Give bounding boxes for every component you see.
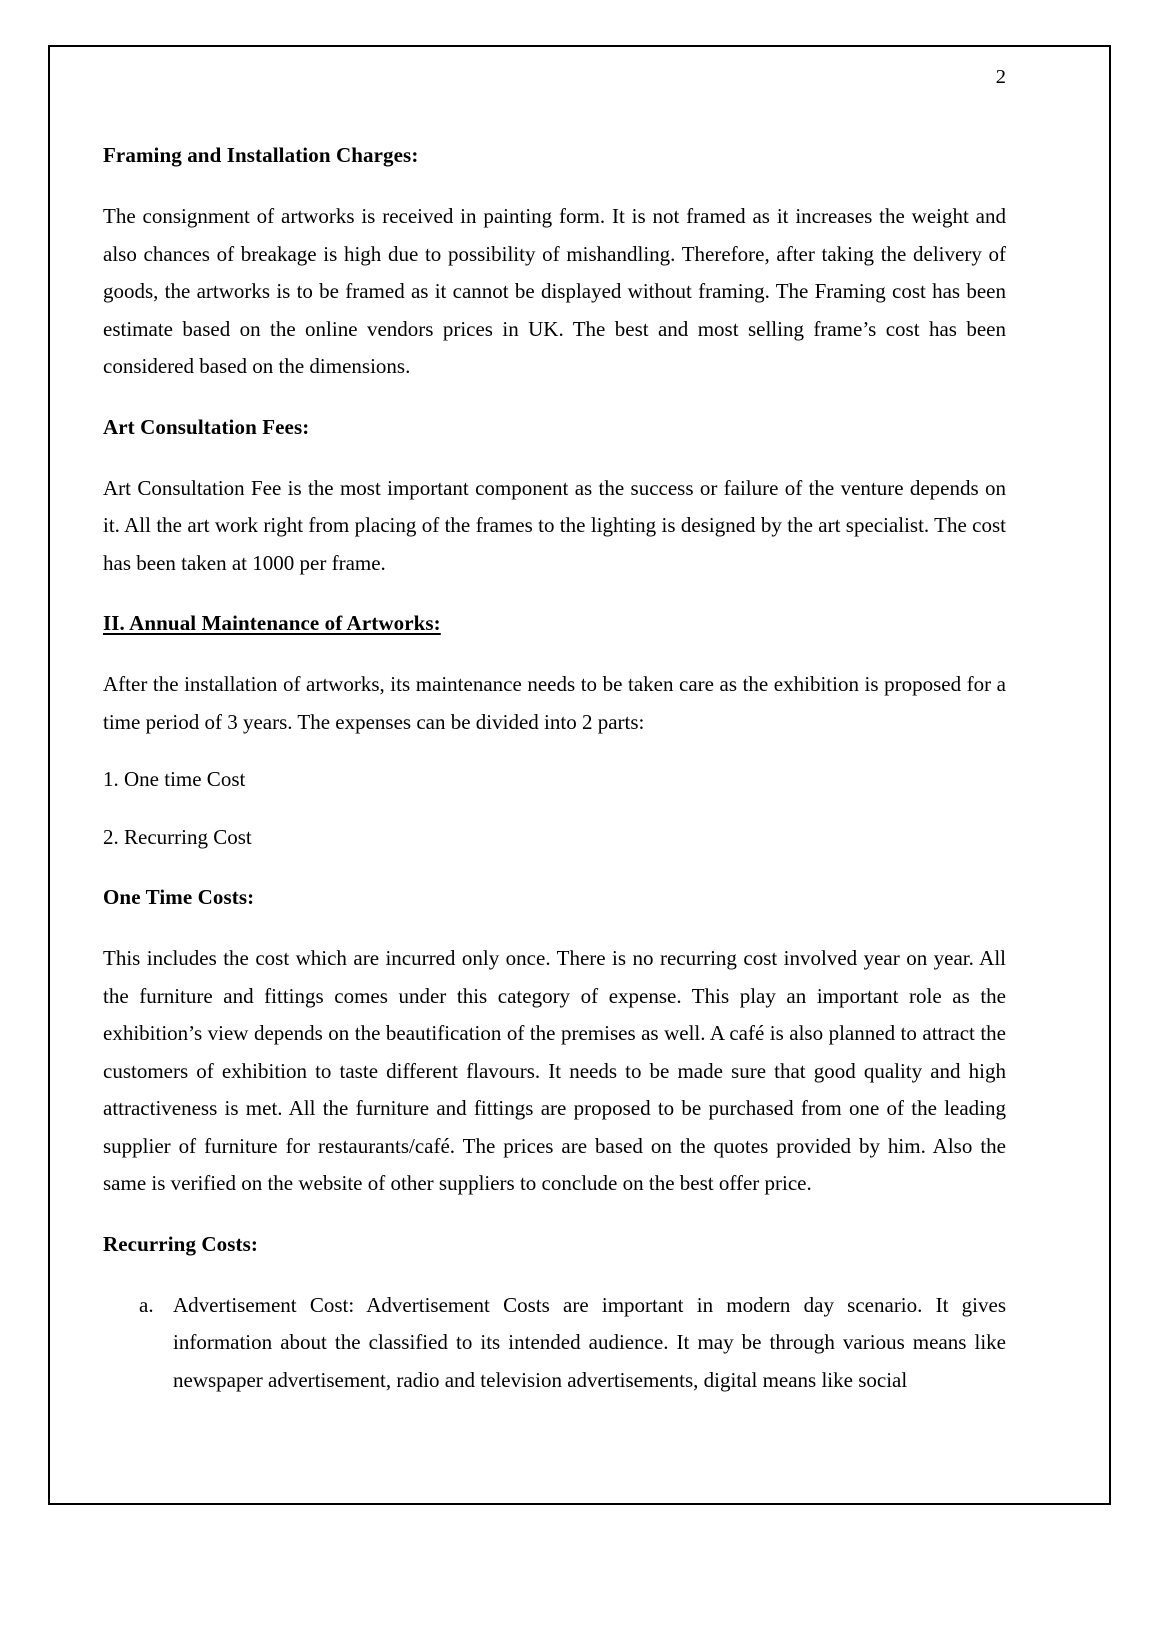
spacer xyxy=(103,908,1006,940)
heading-recurring-costs: Recurring Costs: xyxy=(103,1231,258,1256)
spacer xyxy=(103,1203,1006,1234)
spacer xyxy=(103,166,1006,198)
list-item-text: Advertisement Cost: Advertisement Costs are important in modern day scenario. It gives information about the classified to its intended audience. It may be through various means like newspaper advertisement, radio and television advertisements, digital means like social xyxy=(173,1292,1006,1392)
heading-one-time-costs: One Time Costs: xyxy=(103,885,255,909)
document-body xyxy=(103,145,1006,1399)
heading-annual-maintenance-of-artworks: II. Annual Maintenance of Artworks: xyxy=(103,611,441,635)
spacer xyxy=(103,634,1006,666)
paragraph-one-time-costs: This includes the cost which are incurred only once. There is no recurring cost involved year on year. All the furniture and fittings comes under this category of expense. This play an important role as the exhibition’s view depends on the beautification of the premises as well. A café is also planned to attract the customers of exhibition to taste different flavours. It needs to be made sure that good quality and high attractiveness is met. All the furniture and fittings are proposed to be purchased from one of the leading supplier of furniture for restaurants/café. The prices are based on the quotes provided by him. Also the same is verified on the website of other suppliers to conclude on the best offer price. xyxy=(103,946,1006,1195)
spacer xyxy=(103,582,1006,613)
spacer xyxy=(103,1255,1006,1287)
spacer xyxy=(103,741,1006,761)
spacer xyxy=(103,386,1006,417)
paragraph-art-consultation-fees: Art Consultation Fee is the most important component as the success or failure of the venture depends on it. All the art work right from placing of the frames to the lighting is designed by the art specialist. The cost has been taken at 1000 per frame. xyxy=(103,475,1006,575)
spacer xyxy=(103,799,1006,819)
paragraph-annual-maintenance-intro: After the installation of artworks, its maintenance needs to be taken care as the exhibition is proposed for a time period of 3 years. The expenses can be divided into 2 parts: xyxy=(103,672,1006,734)
list-item-marker: a. xyxy=(139,1292,154,1317)
paragraph-framing-and-installation-charges: The consignment of artworks is received in painting form. It is not framed as it increases the weight and also chances of breakage is high due to possibility of mishandling. Therefore, after taking the delivery of goods, the artworks is to be framed as it cannot be displayed without framing. The Framing cost has been estimate based on the online vendors prices in UK. The best and most selling frame’s cost has been considered based on the dimensions. xyxy=(103,204,1006,378)
spacer xyxy=(103,438,1006,470)
heading-framing-and-installation-charges: Framing and Installation Charges: xyxy=(103,143,419,167)
heading-art-consultation-fees: Art Consultation Fees: xyxy=(103,414,310,439)
list-item-one-time-cost: 1. One time Cost xyxy=(103,767,246,791)
page-content xyxy=(103,45,1006,1399)
page-number: 2 xyxy=(995,66,1006,88)
list-item xyxy=(103,1287,1006,1400)
recurring-costs-list xyxy=(103,1287,1006,1400)
list-item-recurring-cost: 2. Recurring Cost xyxy=(103,824,252,849)
spacer xyxy=(103,856,1006,887)
